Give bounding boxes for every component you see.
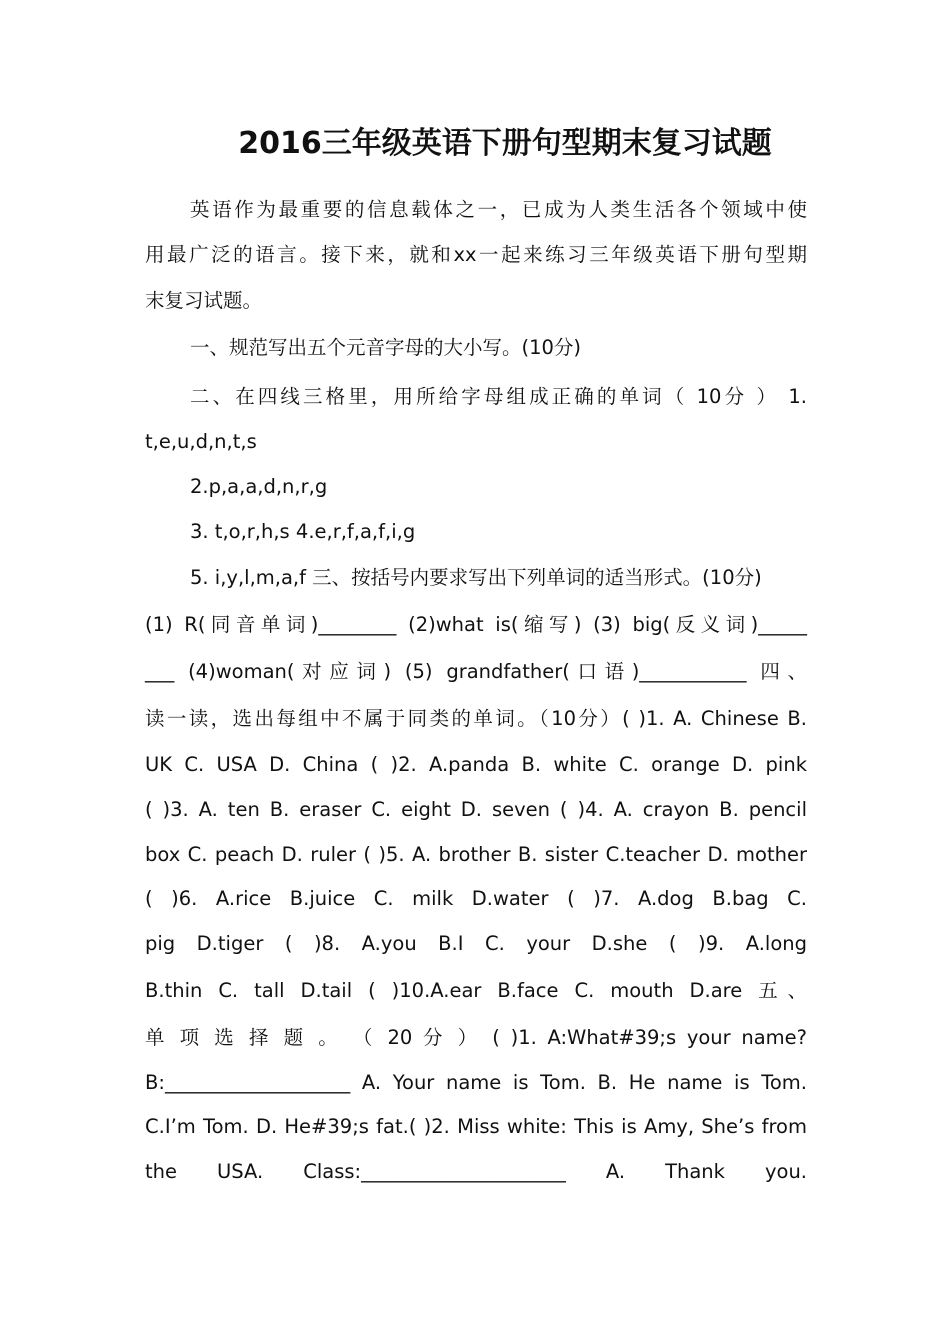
- question-line: B.thin C. tall D.tail ( )10.A.ear B.face C. mouth D.are 五、: [145, 979, 807, 1002]
- paragraph-line: 用最广泛的语言。接下来，就和xx一起来练习三年级英语下册句型期: [145, 243, 807, 266]
- document-title: 2016三年级英语下册句型期末复习试题: [238, 126, 772, 161]
- question-line: 单 项 选 择 题 。 （ 20 分 ） ( )1. A:What#39;s your name?: [145, 1026, 807, 1049]
- question-line: t,e,u,d,n,t,s: [145, 430, 257, 453]
- question-line: (1) R(同音单词)________ (2)what is(缩写) (3) big(反义词)_____: [145, 613, 807, 636]
- question-line: pig D.tiger ( )8. A.you B.I C. your D.she ( )9. A.long: [145, 932, 807, 955]
- question-line: 5. i,y,l,m,a,f 三、按括号内要求写出下列单词的适当形式。(10分): [190, 566, 762, 589]
- question-line: C.I’m Tom. D. He#39;s fat.( )2. Miss white: This is Amy, She’s from: [145, 1115, 807, 1138]
- question-line: 读一读，选出每组中不属于同类的单词。（10分）( )1. A. Chinese B.: [145, 707, 807, 730]
- question-line: ( )6. A.rice B.juice C. milk D.water ( )7. A.dog B.bag C.: [145, 887, 807, 910]
- question-line: 2.p,a,a,d,n,r,g: [190, 475, 328, 498]
- question-line: the USA. Class:_____________________ A. Thank you.: [145, 1160, 807, 1183]
- question-line: ___ (4)woman(对应词) (5) grandfather(口语)___________ 四、: [145, 660, 807, 683]
- paragraph-line: 末复习试题。: [145, 289, 263, 312]
- section-heading: 二、在四线三格里，用所给字母组成正确的单词（ 10分 ） 1.: [190, 385, 807, 408]
- section-heading: 一、规范写出五个元音字母的大小写。(10分): [190, 336, 582, 359]
- question-line: ( )3. A. ten B. eraser C. eight D. seven ( )4. A. crayon B. pencil: [145, 798, 807, 821]
- question-line: box C. peach D. ruler ( )5. A. brother B. sister C.teacher D. mother: [145, 843, 807, 866]
- question-line: UK C. USA D. China ( )2. A.panda B. white C. orange D. pink: [145, 753, 807, 776]
- paragraph-line: 英语作为最重要的信息载体之一，已成为人类生活各个领域中使: [190, 198, 807, 221]
- question-line: B:___________________ A. Your name is Tom. B. He name is Tom.: [145, 1071, 807, 1094]
- question-line: 3. t,o,r,h,s 4.e,r,f,a,f,i,g: [190, 520, 416, 543]
